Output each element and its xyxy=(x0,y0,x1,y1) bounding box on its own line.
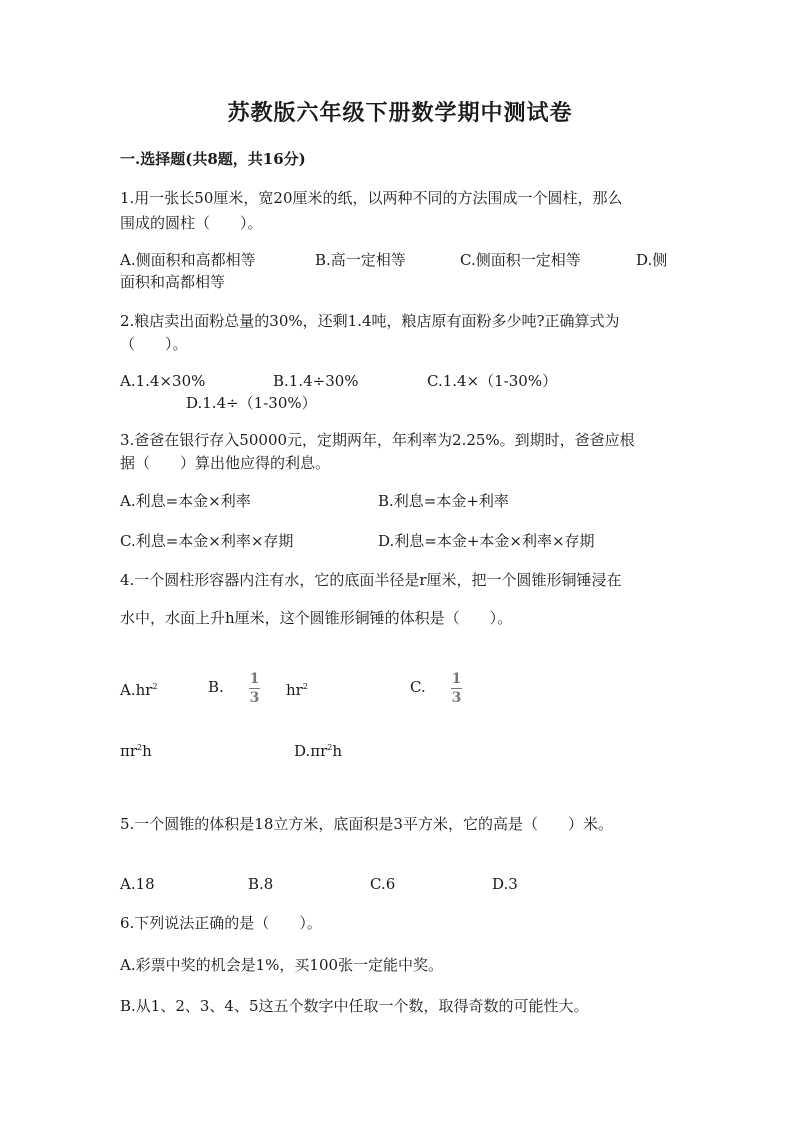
q6-option-a: A.彩票中奖的机会是1%，买100张一定能中奖。 xyxy=(120,956,444,974)
page-title: 苏教版六年级下册数学期中测试卷 xyxy=(227,100,573,126)
q4-option-b-tail: $hr^2$ xyxy=(286,681,308,699)
q2-option-c: C.1.4×（1-30%） xyxy=(427,372,558,390)
q4-stem-line2: 水中，水面上升h厘米，这个圆锥形铜锤的体积是（ ）。 xyxy=(120,609,513,627)
q2-stem-line2: （ ）。 xyxy=(120,335,188,353)
q2-option-a: A.1.4×30% xyxy=(120,372,206,390)
q3-option-a: A.利息=本金×利率 xyxy=(120,492,251,510)
q1-stem-line2: 围成的圆柱（ ）。 xyxy=(120,214,263,232)
q6-option-b: B.从1、2、3、4、5这五个数字中任取一个数，取得奇数的可能性大。 xyxy=(120,997,589,1015)
q1-stem-line1: 1.用一张长50厘米，宽20厘米的纸，以两种不同的方法围成一个圆柱，那么 xyxy=(120,189,623,207)
q2-option-b: B.1.4÷30% xyxy=(273,372,359,390)
q1-option-a: A.侧面积和高都相等 xyxy=(120,251,256,269)
q4-option-b-fraction: $\frac{1}{3}$ xyxy=(249,671,260,706)
q5-option-a: A.18 xyxy=(120,875,155,893)
q5-option-c: C.6 xyxy=(370,875,396,893)
q4-option-c-fraction: $\frac{1}{3}$ xyxy=(451,671,462,706)
q1-option-d-part1: D.侧 xyxy=(636,251,668,269)
q3-stem-line1: 3.爸爸在银行存入50000元，定期两年，年利率为2.25%。到期时，爸爸应根 xyxy=(120,431,635,449)
q3-stem-line2: 据（ ）算出他应得的利息。 xyxy=(120,454,331,472)
q4-stem-line1: 4.一个圆柱形容器内注有水，它的底面半径是r厘米，把一个圆锥形铜锤浸在 xyxy=(120,571,622,589)
q1-option-c: C.侧面积一定相等 xyxy=(460,251,581,269)
q2-option-d: D.1.4÷（1-30%） xyxy=(186,394,317,412)
q6-stem: 6.下列说法正确的是（ ）。 xyxy=(120,914,322,932)
q4-option-b-label: B. xyxy=(208,678,224,696)
q5-option-b: B.8 xyxy=(248,875,274,893)
q3-option-b: B.利息=本金+利率 xyxy=(378,492,509,510)
q1-option-d-part2: 面积和高都相等 xyxy=(120,273,226,291)
q5-stem: 5.一个圆锥的体积是18立方米，底面积是3平方米，它的高是（ ）米。 xyxy=(120,815,613,833)
q3-option-d: D.利息=本金+本金×利率×存期 xyxy=(378,532,595,550)
q3-option-c: C.利息=本金×利率×存期 xyxy=(120,532,294,550)
q1-option-b: B.高一定相等 xyxy=(315,251,406,269)
q4-option-a: $A.hr^2$ xyxy=(120,681,158,699)
section-heading: 一.选择题(共8题，共16分) xyxy=(120,150,306,168)
q5-option-d: D.3 xyxy=(492,875,518,893)
q4-option-d: $D.\pi r^2h$ xyxy=(294,742,343,760)
q2-stem-line1: 2.粮店卖出面粉总量的30%，还剩1.4吨，粮店原有面粉多少吨?正确算式为 xyxy=(120,312,620,330)
q4-option-c-tail: $\pi r^2h$ xyxy=(120,742,152,760)
q4-option-c-label: C. xyxy=(410,678,426,696)
